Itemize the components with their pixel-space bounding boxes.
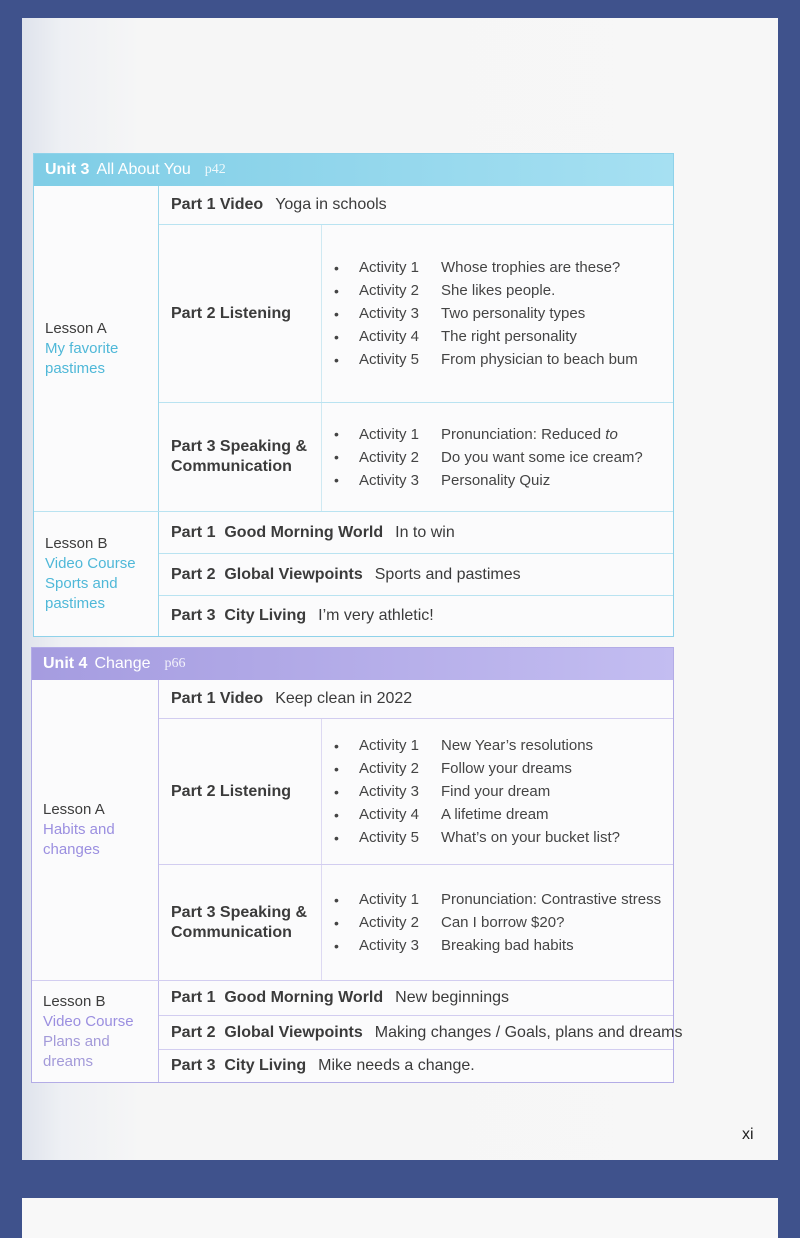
bullet-icon: • — [334, 472, 339, 488]
activity-list — [321, 719, 673, 864]
activity-item — [334, 348, 673, 371]
bullet-icon: • — [334, 351, 339, 368]
activity-name: Activity 3 — [359, 783, 420, 800]
part-row — [159, 981, 673, 1015]
activity-name: Activity 5 — [359, 351, 420, 368]
next-page-edge — [22, 1198, 778, 1238]
part-text: Mike needs a change. — [318, 1057, 475, 1074]
lesson-a-cell — [32, 680, 159, 980]
part-title: Part 3 City Living — [171, 607, 307, 624]
activity-text: New Year’s resolutions — [441, 737, 594, 754]
bullet-icon: • — [334, 282, 339, 299]
unit-4-header — [32, 648, 673, 680]
lesson-b-cell — [34, 512, 159, 636]
activity-item — [334, 911, 673, 934]
activity-name: Activity 1 — [359, 891, 420, 908]
part-title: Part 1 Video — [171, 690, 264, 707]
activity-text-italic: to — [605, 425, 618, 443]
part-row — [159, 186, 673, 224]
part-title: Part 2 Global Viewpoints — [171, 565, 363, 583]
part-row — [159, 680, 673, 718]
activity-text: Find your dream — [441, 783, 551, 800]
activity-name: Activity 3 — [359, 471, 420, 489]
part-row — [159, 596, 673, 636]
activity-name: Activity 1 — [359, 259, 420, 276]
part-title: Part 1 Good Morning World — [171, 523, 384, 541]
activity-item — [334, 757, 673, 780]
bullet-icon: • — [334, 305, 339, 322]
page-number: xi — [742, 1126, 754, 1143]
activity-text: The right personality — [441, 328, 577, 345]
activity-name: Activity 3 — [359, 937, 420, 954]
bullet-icon: • — [334, 783, 339, 800]
lesson-label: Lesson B — [43, 992, 106, 1010]
lesson-subtitle: Video Course — [43, 1012, 134, 1030]
unit-page-ref: p42 — [204, 162, 226, 177]
part-row — [159, 865, 321, 980]
activity-item — [334, 302, 673, 325]
part-row — [159, 719, 321, 864]
activity-text: A lifetime dream — [441, 806, 549, 823]
part-title: Part 1 Good Morning World — [171, 989, 384, 1006]
activity-name: Activity 5 — [359, 829, 420, 846]
activity-text: What’s on your bucket list? — [441, 829, 620, 846]
lesson-label: Lesson A — [45, 320, 107, 337]
part-title: Part 2 Listening — [171, 782, 292, 800]
part-title-line: Part 3 Speaking & — [171, 903, 308, 921]
part-text: In to win — [395, 523, 455, 541]
lesson-subtitle: dreams — [43, 1052, 94, 1070]
part-row — [159, 225, 321, 402]
bullet-icon: • — [334, 891, 339, 908]
unit-3-table — [33, 153, 674, 637]
activity-item — [334, 423, 673, 446]
lesson-label: Lesson B — [45, 535, 108, 552]
part-row — [159, 554, 673, 595]
activity-name: Activity 4 — [359, 328, 420, 345]
lesson-subtitle: Habits and — [43, 821, 115, 838]
activity-text: Pronunciation: Contrastive stress — [441, 891, 662, 908]
part-title-line: Communication — [171, 458, 292, 475]
bullet-icon: • — [334, 760, 339, 777]
activity-text: Personality Quiz — [441, 471, 551, 489]
lesson-subtitle: changes — [43, 841, 100, 858]
part-row — [159, 512, 673, 553]
activity-item — [334, 734, 673, 757]
part-row — [159, 1050, 673, 1082]
activity-name: Activity 2 — [359, 448, 420, 466]
bullet-icon: • — [334, 737, 339, 754]
part-title: Part 3 City Living — [171, 1057, 307, 1074]
part-title: Part 1 Video — [171, 196, 264, 213]
activity-name: Activity 3 — [359, 305, 420, 322]
part-text: I’m very athletic! — [318, 607, 434, 624]
part-title-line: Communication — [171, 923, 292, 941]
activity-text: Can I borrow $20? — [441, 914, 565, 931]
activity-item — [334, 826, 673, 849]
activity-item — [334, 256, 673, 279]
bullet-icon: • — [334, 426, 339, 442]
lesson-subtitle: Plans and — [43, 1032, 110, 1050]
part-text: Making changes / Goals, plans and dreams — [374, 1023, 683, 1041]
activity-text: Breaking bad habits — [441, 937, 574, 954]
part-row — [159, 403, 321, 511]
activity-name: Activity 2 — [359, 914, 420, 931]
lesson-subtitle: Video Course — [45, 555, 136, 572]
lesson-subtitle: pastimes — [45, 360, 106, 377]
part-title: Part 2 Global Viewpoints — [171, 1023, 363, 1041]
bullet-icon: • — [334, 937, 339, 954]
activity-list — [321, 225, 673, 402]
lesson-label: Lesson A — [43, 801, 105, 818]
bullet-icon: • — [334, 259, 339, 276]
lesson-a-cell — [34, 186, 159, 512]
unit-page-ref: p66 — [164, 656, 186, 671]
part-title: Part 2 Listening — [171, 304, 292, 322]
activity-name: Activity 2 — [359, 282, 420, 299]
lesson-b-cell — [32, 981, 159, 1082]
activity-item — [334, 279, 673, 302]
activity-item — [334, 780, 673, 803]
activity-name: Activity 2 — [359, 760, 420, 777]
activity-item — [334, 888, 673, 911]
part-text: Keep clean in 2022 — [275, 690, 413, 707]
activity-name: Activity 1 — [359, 425, 420, 443]
part-title-line: Part 3 Speaking & — [171, 438, 308, 455]
part-text: Sports and pastimes — [374, 565, 521, 583]
activity-text: Pronunciation: Reduced — [441, 425, 602, 443]
part-title — [171, 903, 307, 943]
bullet-icon: • — [334, 449, 339, 465]
activity-text: Follow your dreams — [441, 760, 572, 777]
activity-text: Two personality types — [441, 305, 586, 322]
unit-3-header — [34, 154, 673, 186]
part-title — [171, 437, 307, 477]
activity-name: Activity 4 — [359, 806, 420, 823]
activity-text: Whose trophies are these? — [441, 259, 621, 276]
activity-item — [334, 469, 673, 492]
activity-text: Do you want some ice cream? — [441, 448, 643, 466]
activity-item — [334, 934, 673, 957]
unit-4-table — [31, 647, 683, 1083]
part-text: New beginnings — [395, 989, 509, 1006]
unit-title: Change — [94, 655, 151, 672]
bullet-icon: • — [334, 914, 339, 931]
activity-text: She likes people. — [441, 282, 556, 299]
lesson-subtitle: pastimes — [45, 595, 106, 612]
bullet-icon: • — [334, 829, 339, 846]
activity-item — [334, 446, 673, 469]
bullet-icon: • — [334, 806, 339, 823]
activity-list — [321, 403, 673, 511]
part-row — [159, 1016, 683, 1049]
bullet-icon: • — [334, 328, 339, 345]
activity-list — [321, 865, 673, 980]
unit-title: All About You — [96, 161, 191, 178]
activity-name: Activity 1 — [359, 737, 420, 754]
activity-item — [334, 325, 673, 348]
unit-number: Unit 4 — [43, 655, 88, 672]
part-text: Yoga in schools — [275, 196, 387, 213]
lesson-subtitle: Sports and — [45, 575, 118, 592]
unit-number: Unit 3 — [45, 161, 90, 178]
activity-text: From physician to beach bum — [441, 351, 638, 368]
lesson-subtitle: My favorite — [45, 340, 119, 357]
activity-item — [334, 803, 673, 826]
